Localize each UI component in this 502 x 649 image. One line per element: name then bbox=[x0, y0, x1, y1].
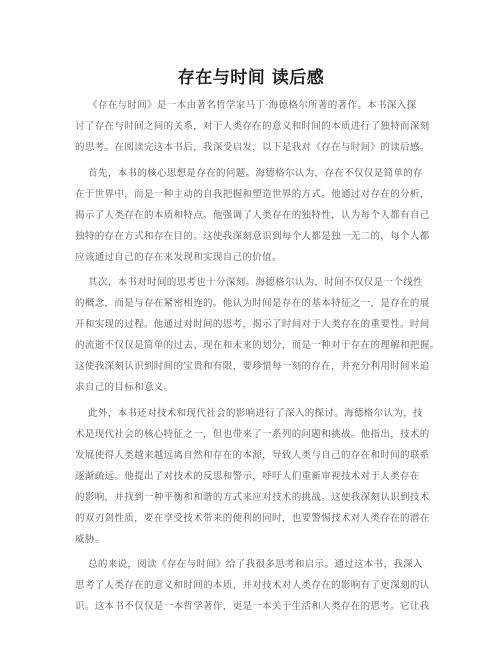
paragraph-2-line-3: 揭示了人类存在的本质和特点。他强调了人类存在的独特性，认为每个人都有自己 bbox=[75, 210, 430, 221]
paragraph-4-line-1: 此外，本书还对技术和现代社会的影响进行了深入的探讨。海德格尔认为，技 bbox=[88, 408, 423, 419]
paragraph-4-line-5: 的影响，并找到一种平衡和和谐的方式来应对技术的挑战。这使我深刻认识到技术 bbox=[75, 492, 430, 503]
paragraph-4-line-3: 发展使得人类越来越远离自然和存在的本源，导致人类与自己的存在和时间的联系 bbox=[75, 450, 430, 461]
paragraph-2-line-2: 在于世界中，而是一种主动的自我把握和塑造世界的方式。他通过对存在的分析， bbox=[75, 189, 430, 200]
paragraph-3-line-1: 其次，本书对时间的思考也十分深刻。海德格尔认为，时间不仅仅是一个线性 bbox=[88, 277, 423, 288]
paragraph-5-line-2: 思考了人类存在的意义和时间的本质，并对技术对人类存在的影响有了更深刻的认 bbox=[75, 580, 430, 591]
paragraph-5-line-1: 总的来说，阅读《存在与时间》给了我很多思考和启示。通过这本书，我深入 bbox=[88, 559, 423, 570]
paragraph-4-line-6: 的双刃剑性质，要在享受技术带来的便利的同时，也要警惕技术对人类存在的潜在 bbox=[75, 513, 430, 524]
paragraph-4-line-4: 逐渐疏远。他提出了对技术的反思和警示，呼吁人们重新审视技术对于人类存在 bbox=[75, 471, 420, 482]
paragraph-4-line-7: 威胁。 bbox=[75, 534, 105, 545]
paragraph-3-line-6: 求自己的目标和意义。 bbox=[75, 382, 174, 393]
paragraph-3-line-4: 的流逝不仅仅是简单的过去、现在和未来的划分，而是一种对于存在的理解和把握。 bbox=[75, 340, 440, 351]
paragraph-2-line-4: 独特的存在方式和存在目的。这使我深刻意识到每个人都是独一无二的，每个人都 bbox=[75, 231, 430, 242]
paragraph-3-line-3: 开和实现的过程。他通过对时间的思考，揭示了时间对于人类存在的重要性。时间 bbox=[75, 319, 430, 330]
paragraph-1-line-2: 讨了存在与时间之间的关系，对于人类存在的意义和时间的本质进行了独特而深刻 bbox=[75, 121, 430, 132]
paragraph-1-line-1: 《存在与时间》是一本由著名哲学家马丁·海德格尔所著的著作。本书深入探 bbox=[88, 100, 417, 111]
paragraph-3-line-2: 的概念，而是与存在紧密相连的。他认为时间是存在的基本特征之一，是存在的展 bbox=[75, 298, 430, 309]
paragraph-2-line-1: 首先，本书的核心思想是存在的问题。海德格尔认为，存在不仅仅是简单的存 bbox=[88, 168, 423, 179]
page-title: 存在与时间 读后感 bbox=[177, 68, 325, 88]
paragraph-5-line-3: 识。这本书不仅仅是一本哲学著作，更是一本关于生活和人类存在的思考。它让我 bbox=[75, 601, 430, 612]
paragraph-1-line-3: 的思考。在阅读完这本书后，我深受启发，以下是我对《存在与时间》的读后感。 bbox=[75, 142, 430, 153]
paragraph-3-line-5: 这使我深刻认识到时间的宝贵和有限，要珍惜每一刻的存在，并充分利用时间来追 bbox=[75, 361, 430, 372]
paragraph-2-line-5: 应该通过自己的存在来发现和实现自己的价值。 bbox=[75, 252, 282, 263]
paragraph-4-line-2: 术是现代社会的核心特征之一，但也带来了一系列的问题和挑战。他指出，技术的 bbox=[75, 429, 430, 440]
